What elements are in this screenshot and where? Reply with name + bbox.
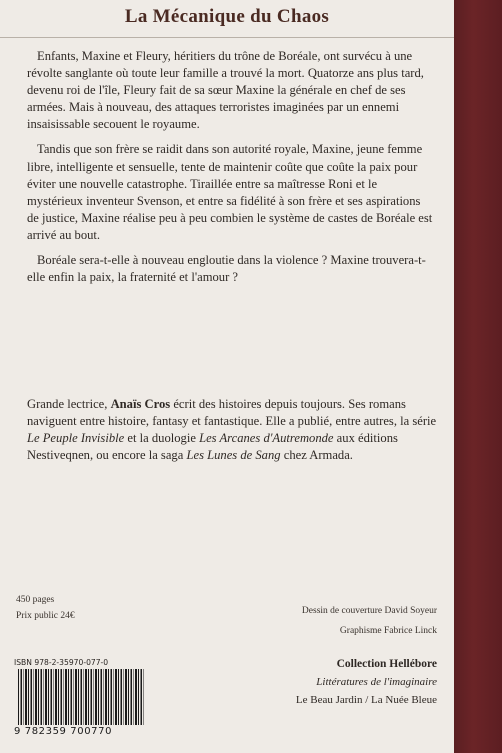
bio-text: aux éditions Nestiveqnen, ou encore la saga (27, 431, 398, 463)
isbn: ISBN 978-2-35970-077-0 (14, 658, 109, 667)
bio-text: chez Armada. (280, 448, 353, 463)
book-summary (27, 48, 435, 294)
summary-paragraph: Enfants, Maxine et Fleury, héritiers du trône de Boréale, ont survécu à une révolte sanglante où toute leur famille a trouvé la mort. Quatorze ans plus tard, devenu roi de l'île, Fleury fait de sa sœur Maxine la générale en chef de ses armées. Mais à nouveau, des attaques terroristes imaginées par un ennemi insaisissable secouent le royaume. (27, 49, 424, 132)
book-info (16, 592, 186, 624)
collection-subtitle: Littératures de l'imaginaire (316, 676, 437, 688)
cover-edge-strip (454, 0, 502, 753)
collection-name: Collection Hellébore (336, 658, 437, 670)
credits (222, 601, 437, 641)
page-count: 450 pages (16, 595, 55, 605)
bio-text: Grande lectrice, (27, 397, 111, 411)
author-bio (27, 396, 437, 464)
barcode-block (14, 658, 146, 737)
summary-paragraph: Tandis que son frère se raidit dans son autorité royale, Maxine, jeune femme libre, intelligente et sensuelle, tente de maintenir coûte que coûte la paix pour éviter une nouvelle catastrophe. Tiraillée entre sa maîtresse Roni et le mystérieux inventeur Svenson, et entre sa fidélité à son frère et ses aspirations de justice, Maxine réalise peu à peu combien le système de castes de Boréale est arrivé au bout. (27, 142, 433, 242)
book-title: La Mécanique du Chaos (124, 6, 330, 27)
barcode-icon (18, 669, 144, 725)
publisher: Le Beau Jardin / La Nuée Bleue (295, 694, 437, 706)
author-bio-paragraph (27, 396, 437, 464)
bio-text: et la duologie (124, 431, 200, 446)
cover-design-credit: Dessin de couverture David Soyeur (301, 606, 437, 616)
barcode-number: 9 782359 700770 (14, 726, 113, 737)
series-title: Le Peuple Invisible (27, 431, 125, 446)
bio-text: écrit des histoires depuis toujours. Ses romans naviguent entre histoire, fantasy et fantastique. Elle a publié, entre autres, la série (27, 397, 437, 429)
title-divider (0, 37, 454, 38)
collection-info (232, 655, 437, 709)
author-name: Anaïs Cros (110, 397, 171, 411)
price: Prix public 24€ (16, 611, 75, 621)
summary-paragraph: Boréale sera-t-elle à nouveau engloutie dans la violence ? Maxine trouvera-t-elle enfin la paix, la fraternité et l'amour ? (27, 253, 426, 285)
graphic-design-credit: Graphisme Fabrice Linck (339, 626, 437, 636)
series-title: Les Lunes de Sang (186, 448, 281, 463)
series-title: Les Arcanes d'Autremonde (199, 431, 334, 446)
